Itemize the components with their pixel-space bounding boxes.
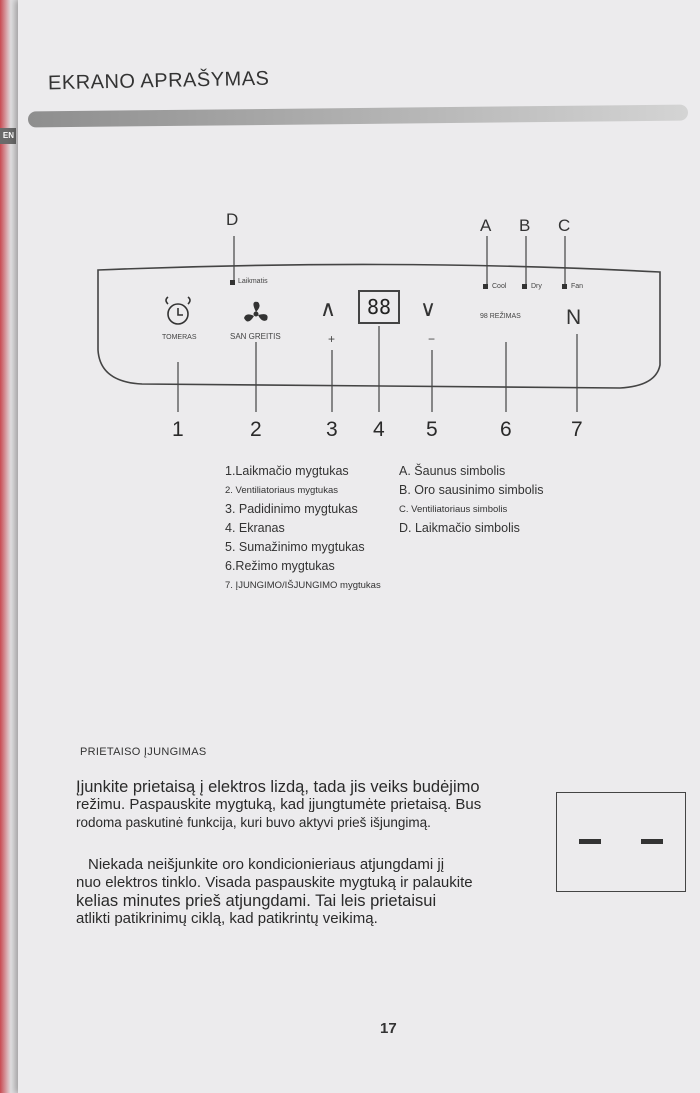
label-b: B xyxy=(519,216,531,235)
number-1: 1 xyxy=(172,418,184,441)
alarm-clock-icon xyxy=(166,297,190,324)
display-dash-left xyxy=(579,839,601,844)
number-2: 2 xyxy=(250,418,262,441)
paragraph-line: rodoma paskutinė funkcija, kuri buvo aktyvi prieš išjungimą. xyxy=(76,815,431,830)
standby-display-box xyxy=(556,792,686,892)
language-tab: EN xyxy=(0,128,16,144)
legend-item: 5. Sumažinimo mygtukas xyxy=(225,540,365,554)
paragraph-line: atlikti patikrinimų ciklą, kad patikrintų veikimą. xyxy=(76,910,378,927)
display-dash-right xyxy=(641,839,663,844)
legend-item: A. Šaunus simbolis xyxy=(399,464,506,478)
cool-symbol-label: Cool xyxy=(492,283,507,290)
legend-right xyxy=(399,462,544,538)
legend-item: 6.Režimo mygtukas xyxy=(225,559,335,573)
paragraph-line: Įjunkite prietaisą į elektros lizdą, tada jis veiks budėjimo xyxy=(76,778,480,796)
paragraph-power-on xyxy=(76,778,546,832)
timer-symbol-square xyxy=(230,280,235,285)
legend-left xyxy=(225,462,381,595)
fan-button-label: SAN GREITIS xyxy=(230,332,281,341)
legend-item: C. Ventiliatoriaus simbolis xyxy=(399,504,508,515)
panel-outline-svg xyxy=(60,200,680,460)
control-panel-diagram xyxy=(60,200,680,460)
page-title: EKRANO APRAŠYMAS xyxy=(47,67,270,95)
paragraph-line: kelias minutes prieš atjungdami. Tai leis prietaisui xyxy=(76,892,437,910)
label-a: A xyxy=(480,216,492,235)
paragraph-line: Niekada neišjunkite oro kondicionieriaus atjungdami jį xyxy=(88,856,445,873)
number-4: 4 xyxy=(373,418,385,441)
legend-item: 7. ĮJUNGIMO/IŠJUNGIMO mygtukas xyxy=(225,580,381,591)
power-icon: N xyxy=(566,306,582,329)
fan-icon xyxy=(244,302,268,322)
fan-symbol-label: Fan xyxy=(571,283,584,290)
legend-item: 1.Laikmačio mygtukas xyxy=(225,464,349,478)
legend-item: B. Oro sausinimo simbolis xyxy=(399,483,544,497)
mode-button-label: 98 REŽIMAS xyxy=(480,313,521,320)
dry-symbol-square xyxy=(522,284,527,289)
number-7: 7 xyxy=(571,418,583,441)
dry-symbol-label: Dry xyxy=(531,283,542,290)
fan-symbol-square xyxy=(562,284,567,289)
digital-display: 88 xyxy=(358,290,400,324)
book-spine xyxy=(0,0,18,1093)
paragraph-line: režimu. Paspauskite mygtuką, kad įjungtumėte prietaisą. Bus xyxy=(76,796,482,813)
legend-item: 2. Ventiliatoriaus mygtukas xyxy=(225,485,339,496)
up-arrow-icon: ∧ xyxy=(320,296,337,321)
legend-item: 4. Ekranas xyxy=(225,521,285,535)
plus-label: + xyxy=(328,332,336,346)
timer-button-label: TOMERAS xyxy=(162,334,197,341)
number-5: 5 xyxy=(426,418,438,441)
paragraph-warning xyxy=(76,856,546,928)
cool-symbol-square xyxy=(483,284,488,289)
timer-symbol-label: Laikmatis xyxy=(238,278,268,285)
legend-item: 3. Padidinimo mygtukas xyxy=(225,502,358,516)
paragraph-line: nuo elektros tinklo. Visada paspauskite mygtuką ir palaukite xyxy=(76,874,473,891)
down-arrow-icon: ∨ xyxy=(420,296,437,321)
minus-label: − xyxy=(428,332,436,346)
label-c: C xyxy=(558,216,571,235)
section-title: PRIETAISO ĮJUNGIMAS xyxy=(80,746,207,758)
number-3: 3 xyxy=(326,418,338,441)
label-d: D xyxy=(226,210,239,229)
legend-item: D. Laikmačio simbolis xyxy=(399,521,520,535)
number-6: 6 xyxy=(500,418,512,441)
page-number: 17 xyxy=(380,1020,397,1037)
